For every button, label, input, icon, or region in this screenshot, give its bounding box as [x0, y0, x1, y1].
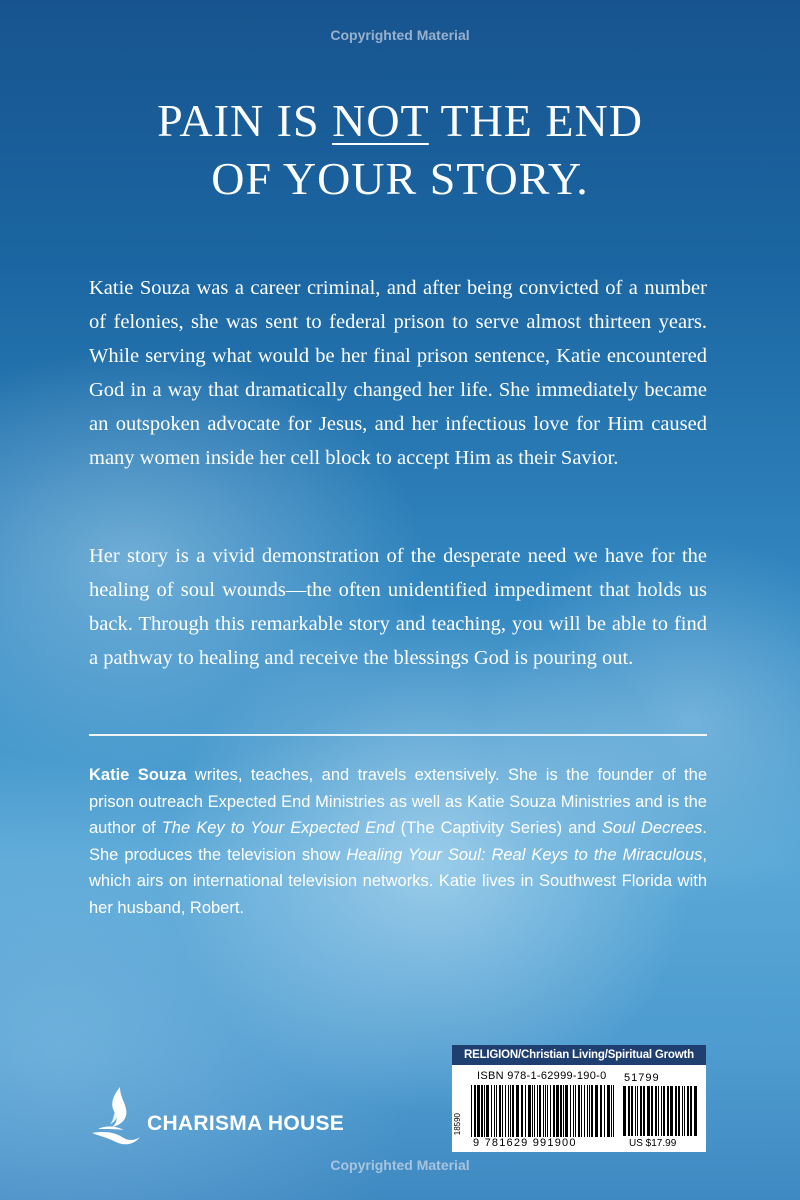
barcode-bar [600, 1085, 602, 1137]
isbn-text: ISBN 978-1-62999-190-0 [477, 1070, 607, 1082]
barcode-bar [563, 1085, 564, 1137]
flame-dove-icon [90, 1085, 144, 1147]
bio-text-2: (The Captivity Series) and [394, 819, 602, 837]
barcode-bar [508, 1085, 509, 1137]
barcode-bar [570, 1085, 571, 1137]
barcode-bar [553, 1085, 555, 1137]
barcode-bar [575, 1085, 576, 1137]
barcode-bar [528, 1085, 531, 1137]
barcode-panel [452, 1065, 706, 1152]
divider [89, 734, 707, 736]
barcode-bar [607, 1085, 610, 1137]
headline-line-2: OF YOUR STORY. [211, 153, 589, 204]
barcode-bar [532, 1085, 533, 1137]
barcode-bar [589, 1085, 590, 1137]
headline [0, 92, 800, 208]
barcode-bar [658, 1086, 659, 1136]
barcode-block [452, 1045, 706, 1152]
barcode-bar [694, 1086, 697, 1136]
barcode-bar [547, 1085, 548, 1137]
barcode-bar [635, 1086, 636, 1136]
author-bio [89, 762, 707, 921]
barcode-bar [550, 1085, 551, 1137]
barcode-bar [543, 1085, 544, 1137]
headline-emphasis: NOT [332, 95, 429, 146]
barcode-bar [556, 1085, 559, 1137]
barcode-bar [539, 1085, 541, 1137]
barcode-bar [481, 1085, 483, 1137]
barcode-bar [560, 1085, 562, 1137]
barcode-bar [578, 1085, 580, 1137]
headline-part-1: PAIN IS [157, 95, 333, 146]
barcode-bar [565, 1085, 568, 1137]
barcode-bar [491, 1085, 492, 1137]
barcode-bar [505, 1085, 506, 1137]
barcode-bar [496, 1085, 497, 1137]
barcode-bar [643, 1086, 645, 1136]
side-code: 18590 [453, 1113, 462, 1136]
barcode-bar [537, 1085, 538, 1137]
barcode-bar [613, 1085, 614, 1137]
barcode-bar [651, 1086, 653, 1136]
headline-line-1 [0, 92, 800, 150]
barcode-bar [587, 1085, 588, 1137]
barcode-bar [474, 1085, 476, 1137]
barcode-bar [655, 1086, 657, 1136]
barcode-bar [516, 1085, 519, 1137]
barcode-bar [690, 1086, 692, 1136]
author-name: Katie Souza [89, 766, 187, 784]
barcode-bar [640, 1086, 642, 1136]
show-title: Healing Your Soul: Real Keys to the Miraculous [346, 845, 703, 864]
watermark-top: Copyrighted Material [330, 27, 470, 43]
barcode-bar [512, 1085, 514, 1137]
barcode-bar [581, 1085, 582, 1137]
barcode-bar [545, 1085, 546, 1137]
barcode-bar [502, 1085, 503, 1137]
barcode-bar [591, 1085, 593, 1137]
barcode-bar [499, 1085, 501, 1137]
isbn-barcode [470, 1085, 616, 1137]
barcode-bar [573, 1085, 574, 1137]
barcode-bar [670, 1086, 673, 1136]
category-label: RELIGION/Christian Living/Spiritual Growth [452, 1045, 706, 1065]
barcode-bar [675, 1086, 677, 1136]
barcode-bar [661, 1086, 662, 1136]
barcode-bar [628, 1086, 630, 1136]
barcode-bar [510, 1085, 511, 1137]
barcode-bar [637, 1086, 638, 1136]
barcode-bar [525, 1085, 526, 1137]
book-title-2: Soul Decrees [601, 819, 703, 837]
barcode-bar [494, 1085, 495, 1137]
bio-text-1: writes, teaches, and travels extensively. She is the founder of the prison outreach Expected End Ministries as well as Katie Souza Ministries and is the author of [89, 766, 707, 837]
barcode-bar [678, 1086, 680, 1136]
barcode-bar [611, 1085, 612, 1137]
publisher-logo [90, 1085, 390, 1165]
barcode-bar [663, 1086, 665, 1136]
barcode-bar [687, 1086, 689, 1136]
barcode-bar [667, 1086, 669, 1136]
barcode-bar [521, 1085, 523, 1137]
barcode-bar [647, 1086, 650, 1136]
bio-text-3: . She produces the television show [89, 819, 707, 864]
headline-part-2: THE END [428, 95, 643, 146]
barcode-bar [631, 1086, 633, 1136]
price-barcode [622, 1086, 700, 1136]
barcode-bar [484, 1085, 485, 1137]
description-paragraph-2: Her story is a vivid demonstration of the desperate need we have for the healing of soul wounds—the often unidentified impediment that holds us back. Through this remarkable story and teaching, you will be able to find a pathway to healing and receive the blessings God is pouring out. [89, 545, 707, 669]
barcode-bar [486, 1085, 489, 1137]
bio-text-4: , which airs on international television networks. Katie lives in Southwest Florida with her husband, Robert. [89, 845, 707, 917]
barcode-bar [477, 1085, 480, 1137]
barcode-bar [682, 1086, 683, 1136]
publisher-name: CHARISMA HOUSE [147, 1112, 345, 1135]
barcode-bar [584, 1085, 585, 1137]
barcode-bar [471, 1085, 472, 1137]
price-code: 51799 [624, 1072, 660, 1084]
barcode-bar [604, 1085, 605, 1137]
description-paragraph-1: Katie Souza was a career criminal, and after being convicted of a number of felonies, she was sent to federal prison to serve almost thirteen years. While serving what would be her final prison sentence, Katie encountered God in a way that dramatically changed her life. She immediately became an outspoken advocate for Jesus, and her infectious love for Him caused many women inside her cell block to accept Him as their Savior. [89, 277, 707, 469]
book-title-1: The Key to Your Expected End [161, 819, 395, 837]
ean-digits: 9 781629 991900 [473, 1137, 577, 1149]
barcode-bar [534, 1085, 535, 1137]
barcode-bar [623, 1086, 626, 1136]
price: US $17.99 [629, 1138, 677, 1149]
barcode-bar [684, 1086, 685, 1136]
barcode-bar [595, 1085, 598, 1137]
watermark-bottom: Copyrighted Material [330, 1157, 470, 1173]
